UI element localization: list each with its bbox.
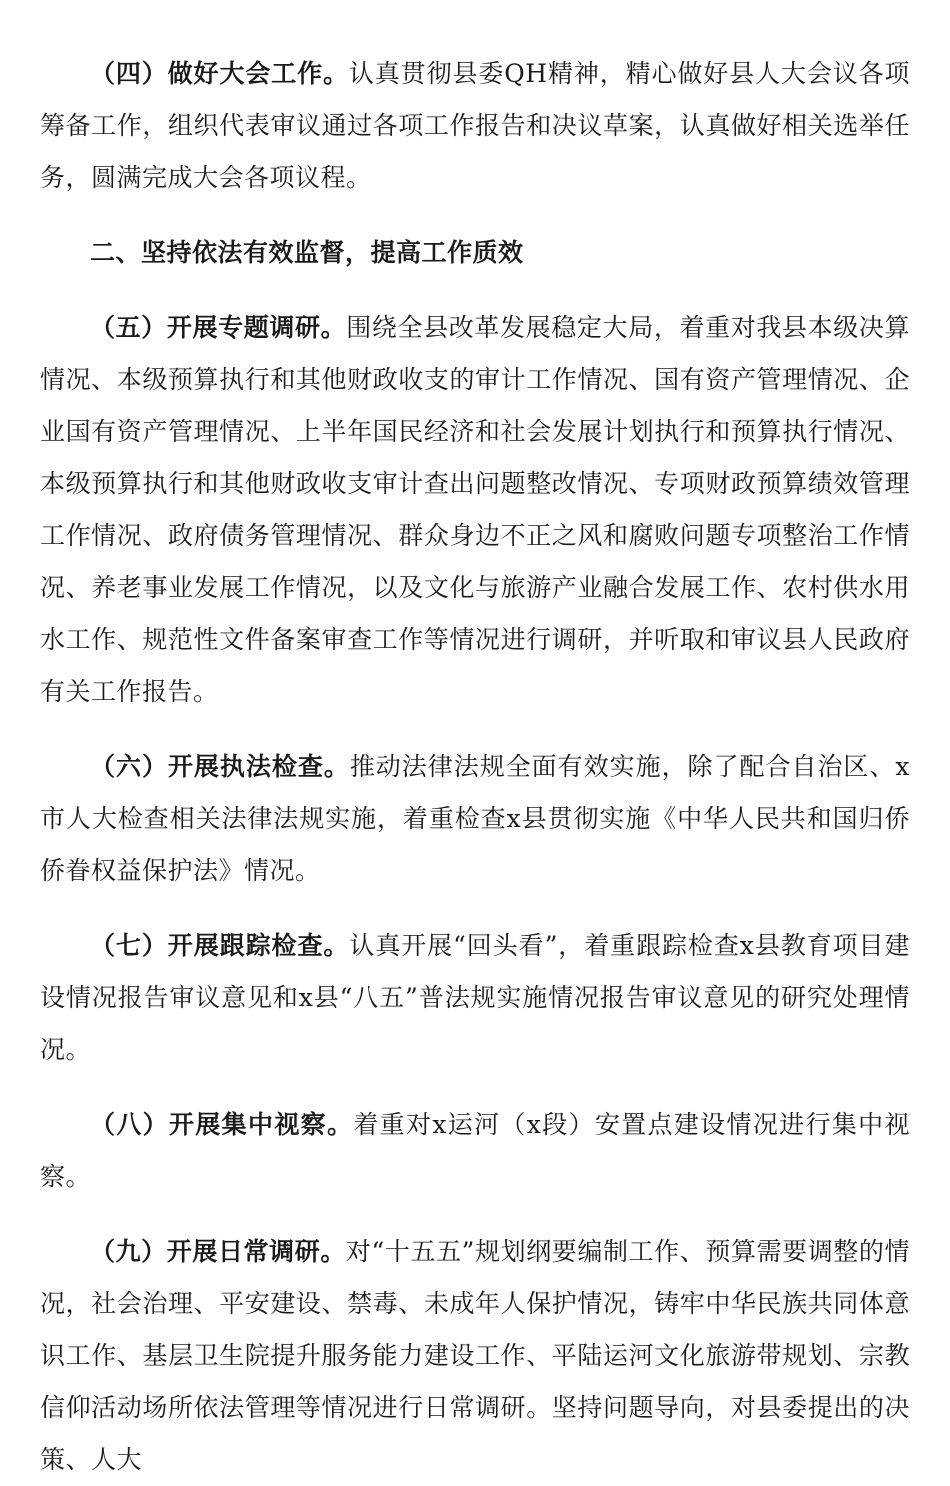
paragraph-body: 对“十五五”规划纲要编制工作、预算需要调整的情况，社会治理、平安建设、禁毒、未成年人保护情况，铸牢中华民族共同体意识工作、基层卫生院提升服务能力建设工作、平陆运河文化旅游带规划、宗教信仰活动场所依法管理等情况进行日常调研。坚持问题导向，对县委提出的决策、人大 [40, 1237, 910, 1474]
document-page [40, 48, 910, 1486]
paragraph-body: 围绕全县改革发展稳定大局，着重对我县本级决算情况、本级预算执行和其他财政收支的审计工作情况、国有资产管理情况、企业国有资产管理情况、上半年国民经济和社会发展计划执行和预算执行情况、本级预算执行和其他财政收支审计查出问题整改情况、专项财政预算绩效管理工作情况、政府债务管理情况、群众身边不正之风和腐败问题专项整治工作情况、养老事业发展工作情况，以及文化与旅游产业融合发展工作、农村供水用水工作、规范性文件备案审查工作等情况进行调研，并听取和审议县人民政府有关工作报告。 [40, 313, 910, 706]
paragraph-lead: （九）开展日常调研。 [90, 1237, 346, 1266]
paragraph-body: 推动法律法规全面有效实施，除了配合自治区、x市人大检查相关法律法规实施，着重检查x县贯彻实施《中华人民共和国归侨侨眷权益保护法》情况。 [40, 752, 910, 885]
paragraph-lead: （六）开展执法检查。 [90, 752, 350, 781]
paragraph-item-6 [40, 741, 910, 897]
paragraph-item-7 [40, 920, 910, 1076]
paragraph-body: 认真贯彻县委QH精神，精心做好县人大会议各项筹备工作，组织代表审议通过各项工作报告和决议草案，认真做好相关选举任务，圆满完成大会各项议程。 [40, 59, 910, 192]
paragraph-lead: （四）做好大会工作。 [90, 59, 349, 88]
paragraph-item-4 [40, 48, 910, 204]
paragraph-body: 认真开展“回头看”，着重跟踪检查x县教育项目建设情况报告审议意见和x县“八五”普法规实施情况报告审议意见的研究处理情况。 [40, 931, 910, 1064]
section-heading-2: 二、坚持依法有效监督，提高工作质效 [90, 238, 524, 267]
paragraph-lead: （七）开展跟踪检查。 [90, 931, 350, 960]
paragraph-lead: （八）开展集中视察。 [90, 1110, 354, 1139]
paragraph-item-8 [40, 1099, 910, 1203]
paragraph-item-9 [40, 1226, 910, 1486]
paragraph-lead: （五）开展专题调研。 [90, 313, 347, 342]
paragraph-item-5 [40, 302, 910, 718]
paragraph-body: 着重对x运河（x段）安置点建设情况进行集中视察。 [40, 1110, 910, 1191]
